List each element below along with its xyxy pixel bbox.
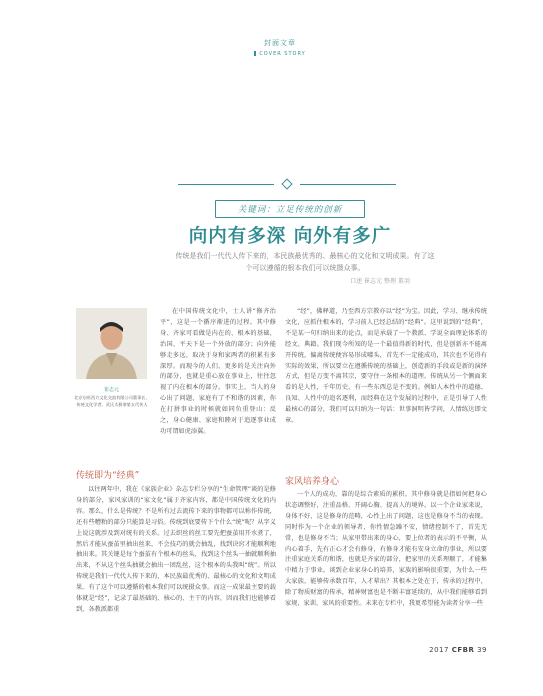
- section-heading-tradition: 传统即为“经典”: [76, 471, 140, 481]
- cover-story-label: [250, 38, 310, 57]
- ornament-line-left: [178, 184, 274, 185]
- footer-page-number: 39: [477, 646, 487, 654]
- intro-paragraph: [160, 307, 276, 435]
- right-top-text: “经”，佛释道，乃至西方宗教亦以“经”为宝。因此，学习、继承传统文化，应抓住根本的，学习前人已经总结的“经典”。这里说到的“经典”，不是某一句归纳出来的论点，而是承载了一个教派、学说全面理论体系的经文、典籍。我们现今所知的是一个最值得新的时代，但是创新亦不能离开传统，偏离传统便容易形成噱头，首先不一定能成功，其次也不见得有实际的效果，所以要立在遵循传统的基础上，创造新的手段或是新的演绎方式，但是万变不离其宗，要守住一条根本的道理。传统从另一个侧面来看的是人性，千年历史，有一些东西总是不变的。例如人本性中的道德、良知、人性中的追名逐利，而经典在这个发展的过程中，正是引导了人性最核心的部分，我们可以归纳为一句话：世事洞明皆学问，人情练达即文章。: [285, 308, 487, 425]
- article-lead: 传统是我们一代代人传下来的，本民族最优秀的、最核心的文化和文明成果。有了这个可以遵循的根本我们可以统摄众事。: [175, 252, 435, 272]
- section1-body: [76, 485, 276, 633]
- footer-year: 2017: [429, 646, 449, 654]
- photo-caption-name: 崔志元: [103, 387, 119, 393]
- section2-body: [285, 490, 487, 622]
- intro-text: 在中国传统文化中，士人讲“修齐治平”，这是一个循序渐进的过程。其中修身、齐家可看做是内在的、根本的基础，治国、平天下是一个外放的部分；向外能够走多远，取决于身和家两者的积累有多深厚。而现今的人们，更多的是关注向外的部分，也就是重心放在事业上，往往忽视了内在根本的部分。事实上，当人的身心出了问题，家庭有了不和谐的因素，你在打拼事业的时候就如同负重登山：反之，身心健康、家庭和睦对于追逐事业成功可谓如虎添翼。: [160, 308, 276, 435]
- author-portrait-icon: [76, 308, 147, 379]
- author-photo: [76, 308, 147, 379]
- cover-label-en-text: COVER STORY: [259, 51, 306, 57]
- keyword-text: 关键词：立足传统的创新: [237, 205, 343, 215]
- photo-caption-desc: 北京启旺西方文化交流有限公司董事长、传统文化学者、武氏太极拳第五代传人: [74, 395, 150, 407]
- cover-label-en: [250, 51, 310, 57]
- ornament-line-right: [300, 184, 396, 185]
- ornament-diamond-icon: [281, 178, 292, 189]
- section-heading-family: 家风培养身心: [285, 477, 340, 487]
- cover-label-cn: 封面文章: [264, 39, 296, 47]
- footer-magazine: CFBR: [451, 646, 475, 654]
- label-bar-icon: [254, 51, 256, 56]
- section1-text: 以往两年中，我在《家族企业》杂志专栏分享的“生命管理”谈的是修身的部分，家风家训的“家文化”属于齐家内容，都是中国传统文化的内容。那么，什么是传统？不是所有过去流传下来的事物都可以称作传统，还有些糟粕的部分只能算是习俗。传统到底要传下个什么“统”呢？从字义上说这就涉及到对统有的关系。过去织丝的丝工要先把蚕茧用开水煮了，然后才能从蚕茧里抽出丝来，不会技巧的就会抽乱，找到诀窍才能顺利地抽出来。其关键是每个蚕茧有个根本的丝头，找到这个丝头一抽就顺利抽出来，不从这个丝头抽就会抽出一团乱丝，这个根本的头我叫“统”。所以传统是我们一代代人传下来的，本民族最优秀的、最核心的文化和文明成果。有了这个可以遵循的根本我们可以统摄众事。而这一成果最主要的载体就是“经”，记录了最基础的、核心的、主干的内容，因而我们也能够看到，各教派都重: [76, 486, 276, 613]
- article-byline: 口述 崔志元 整理 董羽: [350, 278, 410, 285]
- page-footer: [429, 646, 487, 654]
- article-title: 向内有多深 向外有多广: [188, 226, 392, 247]
- right-column-top: [285, 307, 487, 465]
- section2-text: 一个人的成功，靠的是综合素质的累积。其中修身就是指如何把身心状态调整好，注重品格、开阔心胸、提高人的境界。以一个企业家来说，身体不好，这是修身的范畴，心性上出了问题，这也是修身不当的表现。同时作为一个企业的领导者，你性情急躁不安，情绪控制不了，首先无常，也是修身不当；从家里带出来的身心，要上位者的表示的不平衡，从内心着手，先有正心才会有修身，有修身才能有安身立命的事业，所以要注重家庭关系的和谐，也就是齐家的部分，把家里的关系理顺了，才能集中精力于事业。谈到企业家身心的培养，家族的影响很重要，为什么一些大家族，能够传承数百年，人才辈出？其根本之处在于，传承的过程中，除了物质财富的传承，精神财富也是不断丰富延续的，从中我们能够看到家规、家训、家风的重要性。未来在专栏中，我更希望能为读者分享一些: [285, 491, 487, 608]
